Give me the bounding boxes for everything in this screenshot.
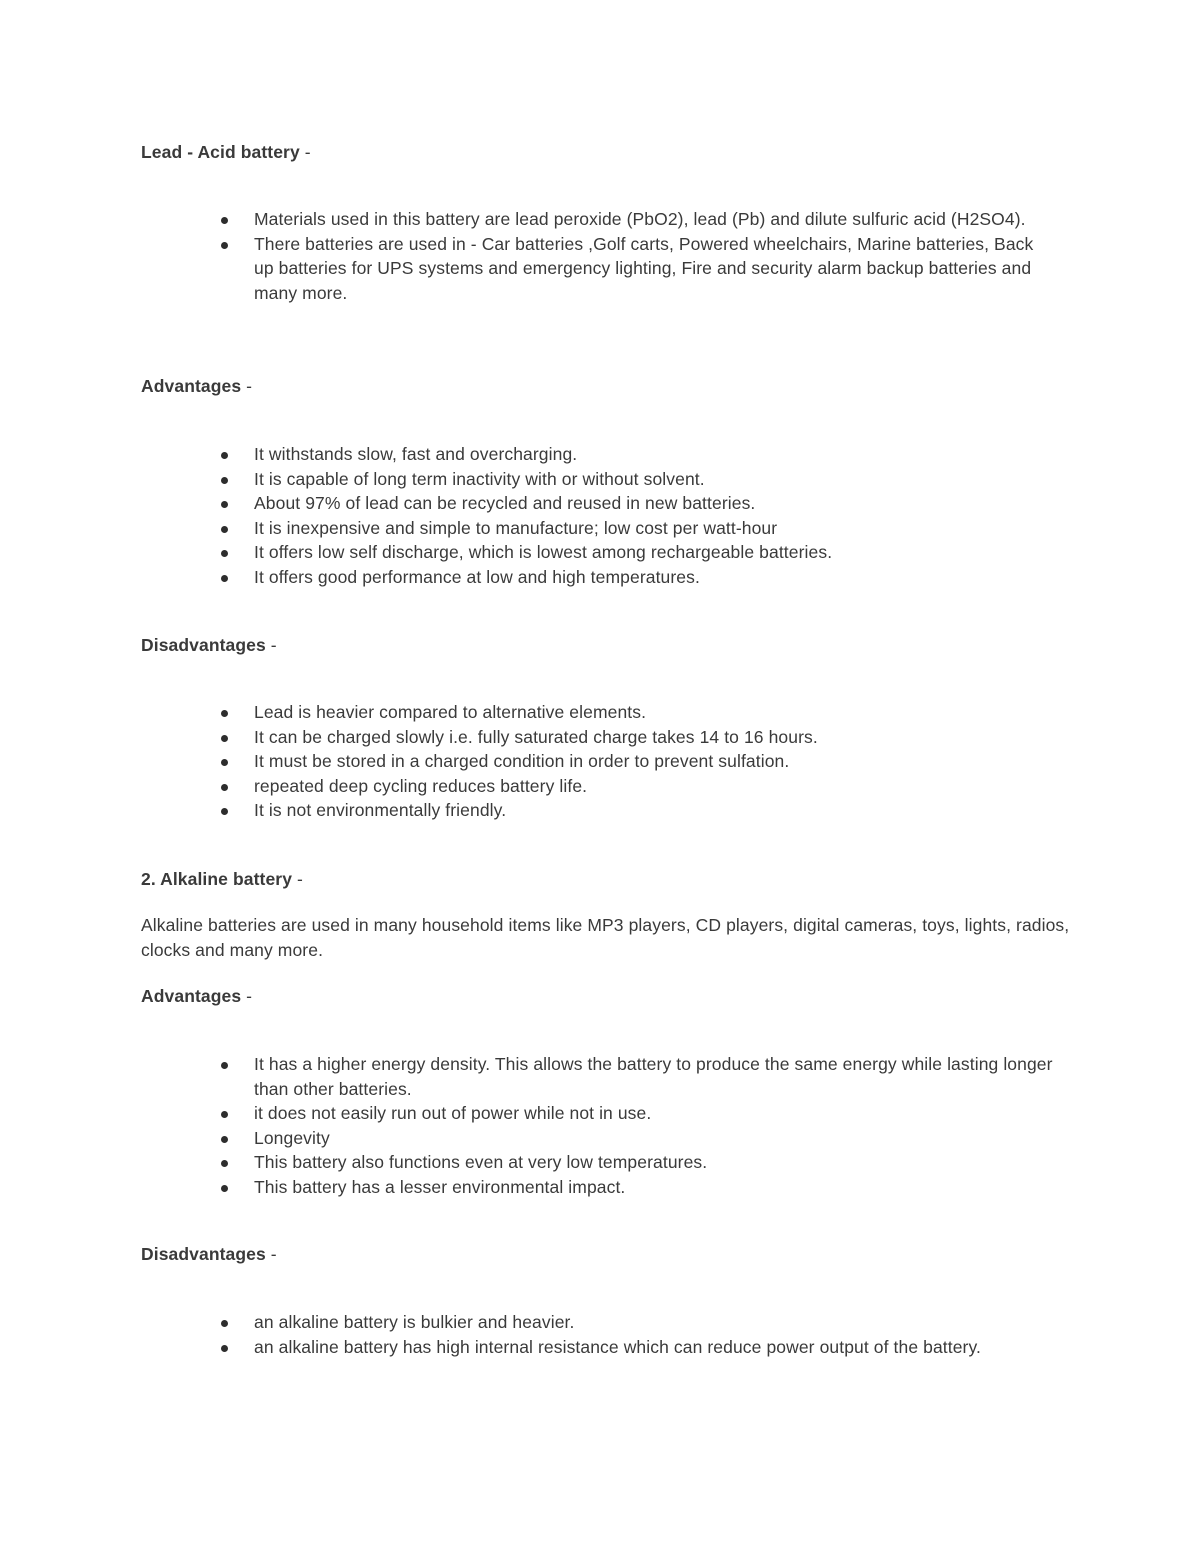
list-item-text: It is inexpensive and simple to manufacture; low cost per watt-hour (254, 517, 778, 538)
list-item (0, 700, 1054, 725)
alkaline-advantages-heading (141, 985, 252, 1007)
list-item (0, 467, 1054, 492)
heading-title: 2. Alkaline battery (141, 869, 293, 889)
heading-suffix: - (265, 635, 277, 655)
bullet-icon (221, 242, 228, 249)
list-item (0, 774, 1054, 799)
bullet-icon (221, 452, 228, 459)
lead-acid-list (0, 207, 1054, 305)
list-item-text: It can be charged slowly i.e. fully saturated charge takes 14 to 16 hours. (254, 726, 818, 747)
heading-suffix: - (299, 142, 311, 162)
heading-title: Advantages (141, 986, 242, 1006)
heading-suffix: - (241, 986, 253, 1006)
alkaline-heading (141, 868, 303, 890)
list-item-text: It offers good performance at low and high temperatures. (254, 566, 700, 587)
list-item (0, 207, 1054, 232)
list-item (0, 516, 1054, 541)
list-item-text: This battery has a lesser environmental impact. (254, 1176, 626, 1197)
bullet-icon (221, 1345, 228, 1352)
bullet-icon (221, 1185, 228, 1192)
lead-acid-advantages-heading (141, 375, 252, 397)
list-item-text: It must be stored in a charged condition in order to prevent sulfation. (254, 751, 790, 771)
lead-acid-disadvantages-list (0, 700, 1054, 823)
bullet-icon (221, 808, 228, 815)
heading-suffix: - (292, 869, 303, 889)
heading-title: Lead - Acid battery (141, 142, 300, 162)
list-item (0, 1310, 1054, 1335)
bullet-icon (221, 550, 228, 557)
list-item (0, 1175, 1054, 1200)
list-item-text: repeated deep cycling reduces battery life. (254, 775, 588, 796)
bullet-icon (221, 217, 228, 224)
lead-acid-heading (141, 141, 311, 163)
bullet-icon (221, 1320, 228, 1327)
lead-acid-advantages-list (0, 442, 1054, 589)
list-item-text: an alkaline battery has high internal resistance which can reduce power output of the battery. (254, 1336, 982, 1357)
list-item (0, 232, 1054, 306)
bullet-icon (221, 735, 228, 742)
heading-title: Disadvantages (141, 635, 266, 655)
bullet-icon (221, 477, 228, 484)
list-item-text: It is not environmentally friendly. (254, 800, 507, 820)
list-item-text: There batteries are used in - Car batteries ,Golf carts, Powered wheelchairs, Marine batteries, Back up batteries for UPS systems and emergency lighting, Fire and security alarm backup batteries and many more. (254, 233, 1034, 303)
bullet-icon (221, 501, 228, 508)
list-item (0, 540, 1054, 565)
bullet-icon (221, 575, 228, 582)
list-item (0, 1126, 1054, 1151)
list-item-text: This battery also functions even at very low temperatures. (254, 1152, 708, 1172)
list-item-text: Lead is heavier compared to alternative elements. (254, 702, 647, 722)
list-item (0, 798, 1054, 823)
list-item (0, 749, 1054, 774)
list-item (0, 1150, 1054, 1175)
list-item (0, 1335, 1054, 1360)
alkaline-advantages-list (0, 1052, 1054, 1199)
bullet-icon (221, 1111, 228, 1118)
bullet-icon (221, 1136, 228, 1143)
list-item-text: Materials used in this battery are lead peroxide (PbO2), lead (Pb) and dilute sulfuric acid (H2SO4). (254, 209, 1026, 229)
list-item (0, 1101, 1054, 1126)
bullet-icon (221, 526, 228, 533)
list-item (0, 442, 1054, 467)
list-item (0, 565, 1054, 590)
alkaline-description: Alkaline batteries are used in many household items like MP3 players, CD players, digital cameras, toys, lights, radios, clocks and many more. (141, 915, 1070, 960)
bullet-icon (221, 1062, 228, 1069)
bullet-icon (221, 710, 228, 717)
alkaline-disadvantages-heading (141, 1243, 277, 1265)
list-item-text: It has a higher energy density. This allows the battery to produce the same energy while lasting longer than other batteries. (254, 1054, 1053, 1099)
alkaline-disadvantages-list (0, 1310, 1054, 1359)
list-item-text: It withstands slow, fast and overcharging. (254, 444, 578, 464)
list-item-text: It is capable of long term inactivity with or without solvent. (254, 468, 705, 489)
bullet-icon (221, 1160, 228, 1167)
list-item-text: Longevity (254, 1127, 330, 1148)
heading-suffix: - (265, 1244, 277, 1264)
heading-title: Advantages (141, 376, 242, 396)
list-item (0, 725, 1054, 750)
heading-suffix: - (241, 376, 253, 396)
list-item-text: it does not easily run out of power while not in use. (254, 1103, 652, 1123)
list-item-text: an alkaline battery is bulkier and heavier. (254, 1312, 575, 1332)
bullet-icon (221, 759, 228, 766)
list-item-text: It offers low self discharge, which is lowest among rechargeable batteries. (254, 542, 833, 562)
bullet-icon (221, 784, 228, 791)
list-item (0, 491, 1054, 516)
list-item-text: About 97% of lead can be recycled and reused in new batteries. (254, 493, 756, 513)
lead-acid-disadvantages-heading (141, 634, 277, 656)
list-item (0, 1052, 1054, 1101)
heading-title: Disadvantages (141, 1244, 266, 1264)
